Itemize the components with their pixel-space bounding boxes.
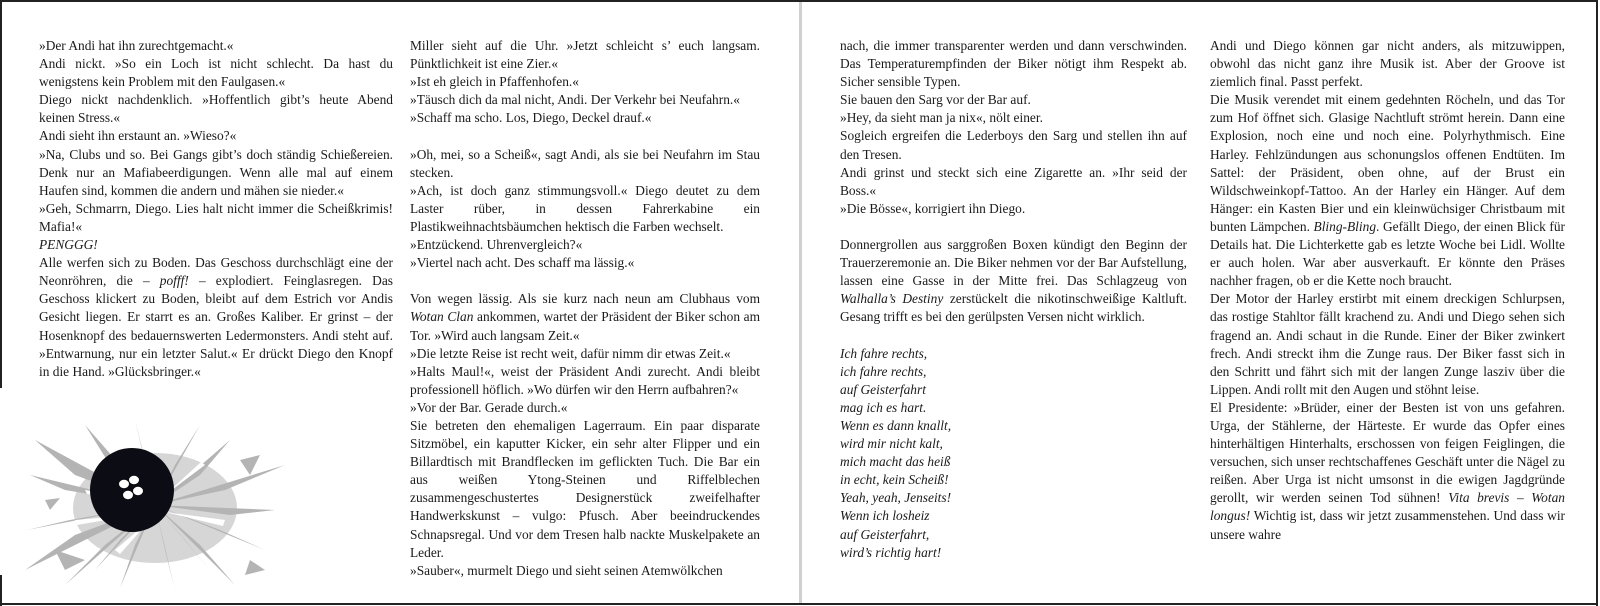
paragraph: »Oh, mei, so a Scheiß«, sagt Andi, als sie bei Neufahrn im Stau stecken. — [410, 146, 760, 180]
paragraph: »Der Andi hat ihn zurechtgemacht.« — [39, 38, 234, 53]
paragraph-text: – explodiert. Feinglasregen. Das Geschoss klickert zu Boden, bleibt auf dem Estrich vor Andis Gesicht liegen. Er starrt es an. Großes Kaliber. Er grinst – der Hosenknopf des bedauernswerten Ledermonsters. Andi steht auf. »Entwarnung, nur ein letzter Salut.« Er drückt Diego den Knopf in die Hand. »Glücksbringer.« — [39, 273, 393, 379]
paragraph — [39, 254, 393, 381]
paragraph-text: El Presidente: »Brüder, einer der Besten ist von uns gefahren. Urga, der Stählerne, der Härteste. Er wurde das Opfer eines hinterhältigen Hinterhalts, erschossen von feigen Feiglingen, die versuchen, sich unser rechtschaffenes Geschäft unter die Nägel zu reißen. Aber Urga ist nicht umsonst in die ewigen Jagdgründe gerollt, wir werden seinen Tod sühnen! — [1210, 399, 1565, 506]
verse-line: auf Geisterfahrt, — [840, 526, 930, 542]
paragraph: Sie bauen den Sarg vor der Bar auf. — [840, 92, 1031, 108]
paragraph-text: Die Musik verendet mit einem gedehnten Röcheln, und das Tor zum Hof öffnet sich. Glasige Nachtluft strömt herein. Dann eine Explosion, noch eine und noch eine. Polyrhythmisch. Eine Harley. Fehlzündungen aus schonungslos offenen Endtüten. Im Sattel: der Präsident, oben ohne, auf der Brust ein Wildschweinkopf-Tattoo. An der Harley ein Hänger. Auf dem Hänger: ein Kasten Bier und ein kleinwüchsiger Christbaum mit bunten Lämpchen. — [1210, 92, 1565, 234]
paragraph: »Die letzte Reise ist recht weit, dafür nimm dir etwas Zeit.« — [410, 345, 731, 361]
paragraph: Andi sieht ihn erstaunt an. »Wieso?« — [39, 128, 237, 144]
paragraph — [410, 290, 760, 344]
paragraph-text: Alle werfen sich zu Boden. Das Geschoss durchschlägt eine der Neonröhren, die – — [39, 255, 393, 289]
paragraph: »Schaff ma scho. Los, Diego, Deckel drauf.« — [410, 110, 652, 126]
page-frame-left-lower — [0, 575, 2, 606]
verse-line: mag ich es hart. — [840, 399, 927, 415]
paragraph: »Viertel nach acht. Des schaff ma lässig.« — [410, 255, 635, 271]
page-frame-right — [1596, 0, 1598, 606]
paragraph: Der Motor der Harley erstirbt mit einem dreckigen Schlurpsen, das rostige Stahltor fällt krachend zu. Andi und Diego sehen sich fragend an. Andi schaut in die Runde. Einer der Biker zwinkert frech. Andi streckt ihm die Zunge raus. Der Biker fasst sich in den Schritt und fährt sich mit der langen Zunge lasziv über die Lippen. Andi rollt mit den Augen und stöhnt leise. — [1210, 291, 1565, 397]
paragraph: nach, die immer transparenter werden und dann verschwinden. Das Temperaturempfinden der Biker nötigt ihm Respekt ab. Sicher sensible Typen. — [840, 38, 1187, 90]
paragraph: PENGGG! — [39, 237, 98, 253]
paragraph: »Entzückend. Uhrenvergleich?« — [410, 237, 583, 253]
paragraph: Sogleich ergreifen die Lederboys den Sarg und stellen ihn auf den Tresen. — [840, 128, 1187, 162]
paragraph: »Na, Clubs und so. Bei Gangs gibt’s doch ständig Schießereien. Denk nur an Mafiabeerdigungen. Wenn alle mal auf einem Haufen sind, kommen die andern und mähen sie nieder.« — [39, 146, 393, 198]
verse-line: Wenn ich losheiz — [840, 508, 930, 524]
paragraph-gap — [410, 272, 760, 290]
paragraph: »Sauber«, murmelt Diego und sieht seinen Atemwölkchen — [410, 562, 723, 578]
italic-emphasis: Walhalla’s Destiny — [840, 291, 944, 307]
paragraph-gap — [410, 127, 760, 145]
paragraph — [840, 236, 1187, 326]
verse-line: Wenn es dann knallt, — [840, 417, 952, 433]
italic-emphasis: Vita brevis – Wotan longus! — [1210, 490, 1565, 524]
black-button — [90, 448, 174, 532]
paragraph: »Ist eh gleich in Pfaffenhofen.« — [410, 74, 579, 90]
paragraph-gap — [840, 218, 1187, 236]
right-page-column-1 — [840, 37, 1187, 562]
paragraph-text: zerstückelt die nikotinschweißige Kaltluft. Gesang trifft es bei den gerülpsten Versen nicht wirklich. — [840, 291, 1187, 325]
left-page-column-2 — [410, 37, 760, 580]
paragraph: Diego nickt nachdenklich. »Hoffentlich gibt’s heute Abend keinen Stress.« — [39, 92, 393, 126]
paragraph: Andi und Diego können gar nicht anders, als mitzuwippen, obwohl das nicht ganz ihre Musik ist. Aber der Groove ist ziemlich final. Passt perfekt. — [1210, 38, 1565, 90]
right-page-column-2 — [1210, 37, 1565, 544]
verse-line: Ich fahre rechts, — [840, 345, 928, 361]
paragraph — [1210, 399, 1565, 544]
verse-line: wird’s richtig hart! — [840, 544, 942, 560]
paragraph: »Hey, da sieht man ja nix«, nölt einer. — [840, 110, 1043, 126]
button-bullet-shatter-icon — [25, 420, 285, 590]
paragraph-text: Donnergrollen aus sarggroßen Boxen kündigt den Beginn der Trauerzeremonie an. Die Biker nehmen vor der Bar Aufstellung, lassen eine Gasse in der Mitte frei. Das Schlagzeug von — [840, 237, 1187, 289]
paragraph-text: Von wegen lässig. Als sie kurz nach neun am Clubhaus vom — [410, 291, 760, 307]
paragraph: Sie betreten den ehemaligen Lagerraum. Ein paar disparate Sitzmöbel, ein kaputter Kicker, ein sehr alter Flipper und ein Billardtisch mit Brandflecken im geflickten Tuch. Die Bar ein aus weißen Ytong-Steinen und Riffelblechen zusammengeschustertes Designerstück zweifelhafter Handwerkskunst – vulgo: Pfusch. Aber beeindruckendes Schnapsregal. Und vor dem Tresen halb nackte Muskelpakete an Leder. — [410, 417, 760, 560]
verse-line: auf Geisterfahrt — [840, 381, 926, 397]
book-gutter-divider — [799, 2, 802, 603]
paragraph-text: . Gefällt Diego, der einen Blick für Details hat. Die Lichterkette gab es letzte Woche bei Lidl. Wollte er auch holen. War aber ausverkauft. Er könnte den Präses nachher fragen, ob er die Kette noch braucht. — [1210, 218, 1566, 289]
paragraph-text: ankommen, wartet der Präsident der Biker schon am Tor. »Wird auch langsam Zeit.« — [410, 309, 760, 343]
page-frame-left-upper — [0, 0, 2, 388]
verse-line: mich macht das heiß — [840, 454, 951, 470]
paragraph: »Halts Maul!«, weist der Präsident Andi zurecht. Andi bleibt professionell höflich. »Wo dürfen wir den Herrn aufbahren?« — [410, 363, 760, 397]
song-verse — [840, 345, 1187, 562]
paragraph: »Vor der Bar. Gerade durch.« — [410, 399, 568, 415]
paragraph-text: Wichtig ist, dass wir jetzt zusammenstehen. Und dass wir unsere wahre — [1210, 508, 1565, 542]
paragraph: Andi grinst und steckt sich eine Zigarette an. »Ihr seid der Boss.« — [840, 164, 1187, 198]
paragraph: »Die Bösse«, korrigiert ihn Diego. — [840, 200, 1026, 216]
verse-line: wird mir nicht kalt, — [840, 436, 943, 452]
italic-emphasis: Wotan Clan — [410, 309, 474, 325]
italic-emphasis: Bling-Bling — [1313, 218, 1377, 234]
paragraph: »Geh, Schmarrn, Diego. Lies halt nicht immer die Scheißkrimis! Mafia!« — [39, 200, 393, 234]
paragraph: Miller sieht auf die Uhr. »Jetzt schleicht s’ euch langsam. Pünktlichkeit ist eine Zier.« — [410, 38, 760, 72]
italic-emphasis: pofff! — [159, 273, 189, 289]
paragraph: »Ach, ist doch ganz stimmungsvoll.« Diego deutet zu dem Laster rüber, in dessen Fahrerkabine ein Plastikweihnachtsbäumchen hektisch die Farben wechselt. — [410, 182, 760, 234]
verse-line: ich fahre rechts, — [840, 363, 927, 379]
paragraph: »Täusch dich da mal nicht, Andi. Der Verkehr bei Neufahrn.« — [410, 92, 740, 108]
verse-line: Yeah, yeah, Jenseits! — [840, 490, 952, 506]
page-frame-bottom — [0, 603, 1598, 605]
verse-line: in echt, kein Scheiß! — [840, 472, 949, 488]
paragraph: Andi nickt. »So ein Loch ist nicht schlecht. Da hast du wenigstens kein Problem mit den Faulgasen.« — [39, 56, 393, 90]
paragraph-gap — [840, 327, 1187, 345]
paragraph — [1210, 91, 1565, 290]
left-page-column-1 — [39, 37, 393, 381]
